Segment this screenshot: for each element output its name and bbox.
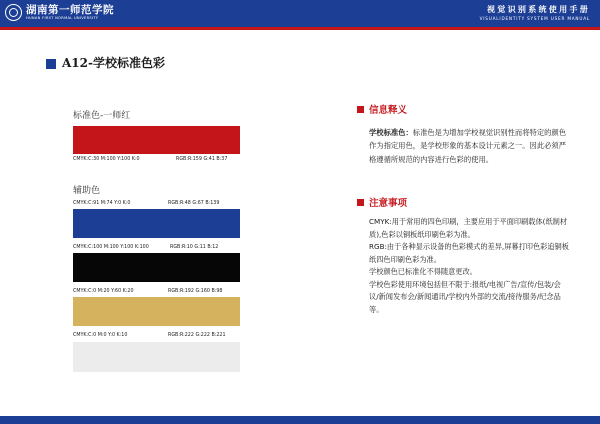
aux-color-swatch-black: [73, 253, 240, 282]
notes-rgb: RGB:由于各种显示设备的色彩模式的差异,屏幕打印色彩追铜板纸四色印刷色彩为准。: [369, 242, 569, 264]
aux-rgb: RGB:R:192 G:160 B:98: [168, 289, 223, 294]
info-title: 信息释义: [369, 105, 408, 116]
aux-rgb: RGB:R:48 G:67 B:139: [168, 201, 220, 206]
standard-rgb: RGB:R:159 G:41 B:37: [176, 157, 228, 162]
aux-cmyk: CMYK:C:100 M:100 Y:100 K:100: [73, 245, 149, 250]
footer-bar: [0, 416, 600, 424]
standard-cmyk: CMYK:C:30 M:100 Y:100 K:0: [73, 157, 140, 162]
info-paragraph: [369, 126, 569, 166]
aux-color-swatch-gold: [73, 297, 240, 326]
aux-cmyk: CMYK:C:0 M:0 Y:0 K:10: [73, 333, 128, 338]
aux-rgb: RGB:R:10 G:11 B:12: [170, 245, 219, 250]
standard-color-swatch: [73, 126, 240, 154]
notes-standardized: 学校颜色已标准化不得随意更改。: [369, 267, 477, 276]
university-logo: [5, 4, 114, 21]
auxiliary-color-label: 辅助色: [73, 186, 101, 196]
section-marker-icon: [46, 59, 56, 69]
logo-name-en: HUNAN FIRST NORMAL UNIVERSITY: [26, 16, 99, 20]
standard-color-label: 标准色-一师红: [73, 111, 131, 121]
manual-title: [480, 4, 590, 22]
aux-color-swatch-gray: [73, 342, 240, 372]
notes-usage: 学校色彩使用环境包括但不限于:报纸/电视广告/宣传/包装/会议/新闻发布会/新闻通讯/学校内外部的交流/接待服务/纪念品等。: [369, 279, 561, 314]
notes-cmyk: CMYK:用于常用的四色印刷，主要应用于平面印刷载体(纸制材质),色彩以铜板纸印刷色彩为准。: [369, 217, 568, 239]
aux-color-swatch-blue: [73, 209, 240, 238]
notes-body: [369, 216, 569, 316]
info-marker-icon: [357, 106, 364, 113]
aux-cmyk: CMYK:C:0 M:20 Y:60 K:20: [73, 289, 134, 294]
header-accent-line: [0, 27, 600, 30]
info-bold-lead: 学校标准色：: [369, 128, 413, 137]
aux-rgb: RGB:R:222 G:222 B:221: [168, 333, 226, 338]
logo-name-cn: 湖南第一师范学院: [26, 4, 114, 16]
notes-title: 注意事项: [369, 198, 408, 209]
notes-marker-icon: [357, 199, 364, 206]
manual-title-en: VISUALIDENTITY SYSTEM USER MANUAL: [479, 16, 590, 21]
section-title: A12-学校标准色彩: [62, 56, 165, 70]
info-body: 标准色是为增加学校视觉识别性而将特定的颜色作为指定用色，是学校形象的基本设计元素之一。因此必须严格遵循所规范的内容进行色彩的使用。: [369, 128, 567, 164]
manual-title-cn: 视觉识别系统使用手册: [487, 5, 590, 14]
aux-cmyk: CMYK:C:91 M:74 Y:0 K:0: [73, 201, 131, 206]
seal-icon: [5, 4, 22, 21]
header-bar: [0, 0, 600, 27]
